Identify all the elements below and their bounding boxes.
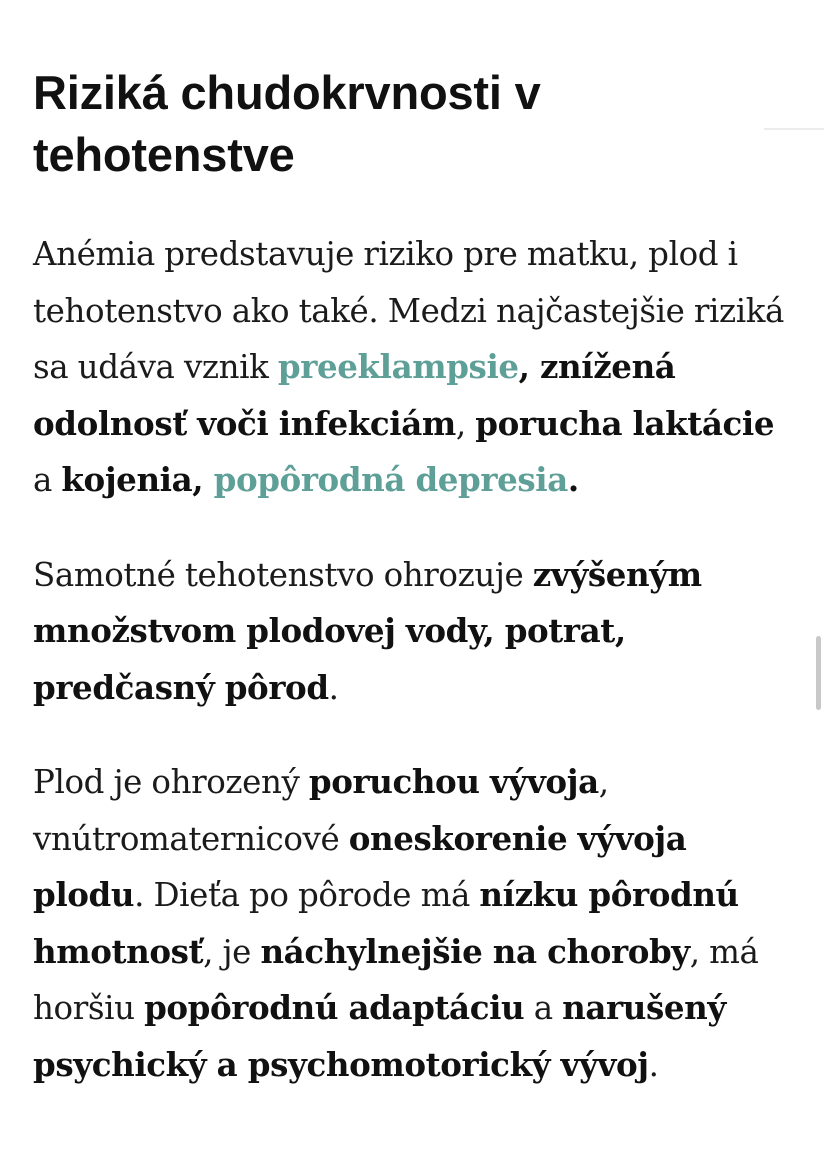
bold-run: porucha laktácie (475, 403, 775, 443)
text-run: a (33, 461, 62, 499)
bold-run: poruchou vývoja (308, 762, 599, 801)
bold-run: . (567, 460, 579, 499)
scrollbar-thumb[interactable] (816, 636, 821, 710)
text-run: Samotné tehotenstvo ohrozuje (33, 555, 533, 594)
bold-run: zvýšeným množstvom plodovej vody, potrat, predčasný pôrod (33, 554, 702, 707)
text-run: , (455, 404, 476, 443)
link-popórodna-depresia[interactable]: popôrodná depresia (213, 460, 568, 499)
bold-run: oneskorenie vývoja plodu (33, 818, 687, 914)
bold-run: , znížená odolnosť voči infekciám (33, 347, 676, 443)
paragraph-pregnancy (33, 547, 793, 717)
bold-run: narušený psychický a psychomotorický vývoj (33, 988, 726, 1084)
section-title: Riziká chudokrvnosti v tehotenstve (33, 66, 541, 181)
bold-run: popôrodnú adaptáciu (144, 988, 525, 1027)
text-run: Plod je ohrozený (33, 763, 309, 801)
text-run: , je (203, 932, 261, 971)
text-run: a (524, 989, 563, 1027)
text-run: . (328, 668, 339, 707)
text-run: . (648, 1045, 659, 1084)
text-run: , vnútromaternicové (33, 763, 609, 858)
bold-run: náchylnejšie na choroby (260, 931, 690, 971)
text-run: Anémia predstavuje riziko pre matku, plod i tehotenstvo ako také. Medzi najčastejšie riziká sa udáva vznik (33, 235, 785, 386)
paragraph-fetus (33, 754, 793, 1093)
text-run: , má horšiu (33, 932, 759, 1027)
article-section (33, 62, 793, 1093)
text-run: . Dieťa po pôrode má (134, 876, 480, 914)
bold-run: nízku pôrodnú hmotnosť (33, 875, 739, 971)
paragraph-risks (33, 226, 793, 509)
link-preeklampsie[interactable]: preeklampsie (277, 347, 519, 386)
bold-run: kojenia, (61, 460, 214, 499)
